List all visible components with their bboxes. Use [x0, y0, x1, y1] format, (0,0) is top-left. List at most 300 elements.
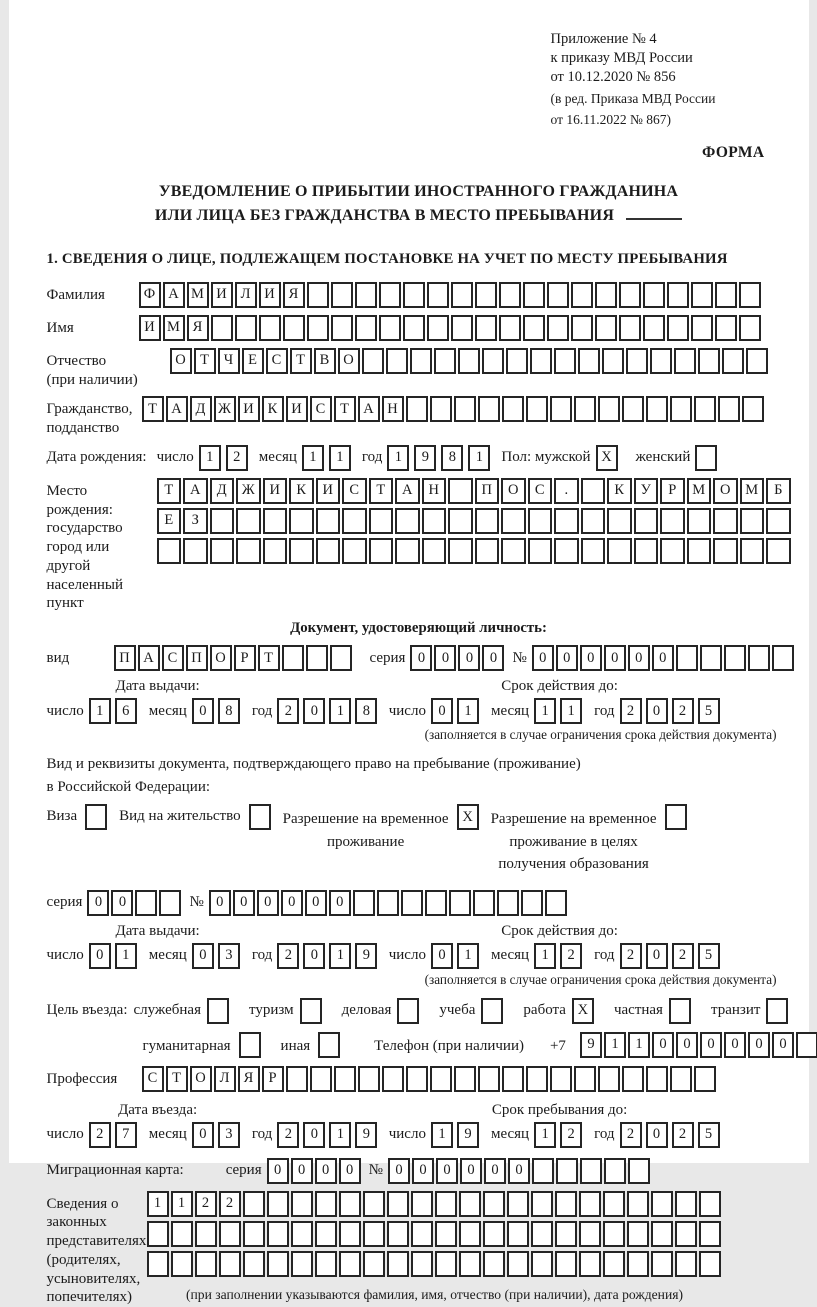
char-box-empty[interactable]	[713, 508, 738, 534]
char-box-empty[interactable]	[219, 1221, 241, 1247]
char-box-empty[interactable]	[501, 538, 526, 564]
char-box-empty[interactable]	[315, 1191, 337, 1217]
char-box-empty[interactable]	[382, 1066, 404, 1092]
char-box-empty[interactable]	[627, 1221, 649, 1247]
char-box[interactable]: Т	[194, 348, 216, 374]
char-box[interactable]: 0	[291, 1158, 313, 1184]
char-box[interactable]: А	[166, 396, 188, 422]
char-box[interactable]: 1	[468, 445, 490, 471]
char-box[interactable]: П	[475, 478, 500, 504]
char-box[interactable]: X	[457, 804, 479, 830]
char-box[interactable]: 1	[171, 1191, 193, 1217]
char-box-empty[interactable]	[627, 1191, 649, 1217]
char-box-empty[interactable]	[353, 890, 375, 916]
char-box[interactable]: И	[211, 282, 233, 308]
char-box[interactable]: И	[238, 396, 260, 422]
char-box[interactable]: К	[289, 478, 314, 504]
char-box[interactable]: .	[554, 478, 579, 504]
char-box[interactable]: Я	[238, 1066, 260, 1092]
char-box-empty[interactable]	[458, 348, 480, 374]
char-box-empty[interactable]	[283, 315, 305, 341]
char-box[interactable]: С	[528, 478, 553, 504]
char-box[interactable]: 2	[277, 943, 299, 969]
char-box-empty[interactable]	[499, 282, 521, 308]
char-box-empty[interactable]	[766, 998, 788, 1024]
char-box-empty[interactable]	[556, 1158, 578, 1184]
char-box-empty[interactable]	[147, 1221, 169, 1247]
char-box-empty[interactable]	[219, 1251, 241, 1277]
char-box-empty[interactable]	[579, 1191, 601, 1217]
char-box-empty[interactable]	[157, 538, 182, 564]
char-box-empty[interactable]	[595, 315, 617, 341]
char-box[interactable]: 0	[339, 1158, 361, 1184]
char-box-empty[interactable]	[634, 538, 659, 564]
char-box[interactable]: А	[358, 396, 380, 422]
char-box[interactable]: С	[142, 1066, 164, 1092]
char-box-empty[interactable]	[531, 1221, 553, 1247]
char-box-empty[interactable]	[523, 282, 545, 308]
char-box-empty[interactable]	[687, 508, 712, 534]
char-box[interactable]: 0	[209, 890, 231, 916]
char-box-empty[interactable]	[454, 1066, 476, 1092]
char-box-empty[interactable]	[318, 1032, 340, 1058]
char-box[interactable]: М	[187, 282, 209, 308]
char-box[interactable]: 1	[147, 1191, 169, 1217]
char-box[interactable]: 0	[431, 698, 453, 724]
char-box-empty[interactable]	[675, 1221, 697, 1247]
char-box-empty[interactable]	[435, 1191, 457, 1217]
char-box-empty[interactable]	[316, 508, 341, 534]
char-box-empty[interactable]	[598, 396, 620, 422]
char-box-empty[interactable]	[619, 315, 641, 341]
char-box[interactable]: М	[163, 315, 185, 341]
char-box-empty[interactable]	[742, 396, 764, 422]
char-box-empty[interactable]	[698, 348, 720, 374]
char-box-empty[interactable]	[739, 282, 761, 308]
char-box[interactable]: Т	[157, 478, 182, 504]
char-box-empty[interactable]	[700, 645, 722, 671]
char-box-empty[interactable]	[581, 478, 606, 504]
char-box-empty[interactable]	[526, 396, 548, 422]
char-box-empty[interactable]	[475, 538, 500, 564]
char-box[interactable]: 0	[652, 645, 674, 671]
char-box-empty[interactable]	[531, 1191, 553, 1217]
char-box[interactable]: 2	[620, 1122, 642, 1148]
char-box-empty[interactable]	[210, 508, 235, 534]
char-box-empty[interactable]	[507, 1251, 529, 1277]
char-box-empty[interactable]	[263, 508, 288, 534]
char-box-empty[interactable]	[507, 1191, 529, 1217]
char-box[interactable]: 2	[277, 698, 299, 724]
char-box-empty[interactable]	[263, 538, 288, 564]
char-box-empty[interactable]	[555, 1221, 577, 1247]
char-box-empty[interactable]	[397, 998, 419, 1024]
char-box-empty[interactable]	[481, 998, 503, 1024]
char-box[interactable]: О	[713, 478, 738, 504]
char-box[interactable]: 2	[620, 943, 642, 969]
char-box-empty[interactable]	[403, 282, 425, 308]
char-box-empty[interactable]	[183, 538, 208, 564]
char-box-empty[interactable]	[499, 315, 521, 341]
char-box[interactable]: 0	[305, 890, 327, 916]
char-box[interactable]: Ф	[139, 282, 161, 308]
char-box-empty[interactable]	[674, 348, 696, 374]
char-box-empty[interactable]	[330, 645, 352, 671]
char-box-empty[interactable]	[307, 315, 329, 341]
char-box[interactable]: 0	[267, 1158, 289, 1184]
char-box[interactable]: 0	[89, 943, 111, 969]
char-box[interactable]: И	[263, 478, 288, 504]
char-box-empty[interactable]	[435, 1221, 457, 1247]
char-box-empty[interactable]	[724, 645, 746, 671]
char-box-empty[interactable]	[411, 1221, 433, 1247]
char-box[interactable]: 1	[534, 1122, 556, 1148]
char-box[interactable]: К	[262, 396, 284, 422]
char-box[interactable]: 1	[534, 943, 556, 969]
char-box-empty[interactable]	[379, 282, 401, 308]
char-box[interactable]: И	[316, 478, 341, 504]
char-box-empty[interactable]	[355, 315, 377, 341]
char-box-empty[interactable]	[483, 1191, 505, 1217]
char-box-empty[interactable]	[715, 315, 737, 341]
char-box-empty[interactable]	[643, 315, 665, 341]
char-box[interactable]: И	[259, 282, 281, 308]
char-box[interactable]: 0	[410, 645, 432, 671]
char-box-empty[interactable]	[651, 1191, 673, 1217]
char-box[interactable]: 2	[195, 1191, 217, 1217]
char-box-empty[interactable]	[211, 315, 233, 341]
char-box-empty[interactable]	[363, 1251, 385, 1277]
char-box[interactable]: 0	[580, 645, 602, 671]
char-box[interactable]: Ж	[236, 478, 261, 504]
char-box-empty[interactable]	[715, 282, 737, 308]
char-box[interactable]: У	[634, 478, 659, 504]
char-box-empty[interactable]	[507, 1221, 529, 1247]
char-box-empty[interactable]	[406, 396, 428, 422]
char-box[interactable]: 0	[724, 1032, 746, 1058]
char-box-empty[interactable]	[796, 1032, 817, 1058]
char-box[interactable]: 1	[457, 698, 479, 724]
char-box[interactable]: 0	[460, 1158, 482, 1184]
char-box-empty[interactable]	[766, 508, 791, 534]
char-box-empty[interactable]	[676, 645, 698, 671]
char-box-empty[interactable]	[555, 1251, 577, 1277]
char-box-empty[interactable]	[626, 348, 648, 374]
char-box-empty[interactable]	[554, 508, 579, 534]
char-box[interactable]: О	[170, 348, 192, 374]
char-box[interactable]: 0	[652, 1032, 674, 1058]
char-box[interactable]: 0	[281, 890, 303, 916]
char-box-empty[interactable]	[694, 396, 716, 422]
char-box[interactable]: 0	[233, 890, 255, 916]
char-box-empty[interactable]	[386, 348, 408, 374]
char-box-empty[interactable]	[748, 645, 770, 671]
char-box[interactable]: 1	[329, 1122, 351, 1148]
char-box-empty[interactable]	[651, 1251, 673, 1277]
char-box[interactable]: С	[162, 645, 184, 671]
char-box[interactable]: X	[572, 998, 594, 1024]
char-box-empty[interactable]	[259, 315, 281, 341]
char-box[interactable]: 0	[329, 890, 351, 916]
char-box[interactable]: 0	[772, 1032, 794, 1058]
char-box-empty[interactable]	[531, 1251, 553, 1277]
char-box[interactable]: 0	[434, 645, 456, 671]
char-box-empty[interactable]	[422, 508, 447, 534]
char-box-empty[interactable]	[660, 508, 685, 534]
char-box[interactable]: С	[310, 396, 332, 422]
char-box-empty[interactable]	[427, 315, 449, 341]
char-box-empty[interactable]	[670, 396, 692, 422]
char-box[interactable]: 3	[218, 943, 240, 969]
char-box-empty[interactable]	[422, 538, 447, 564]
char-box[interactable]: И	[139, 315, 161, 341]
char-box[interactable]: 2	[226, 445, 248, 471]
char-box-empty[interactable]	[289, 508, 314, 534]
char-box[interactable]: Т	[334, 396, 356, 422]
char-box[interactable]: Т	[258, 645, 280, 671]
char-box-empty[interactable]	[665, 804, 687, 830]
char-box-empty[interactable]	[483, 1251, 505, 1277]
char-box-empty[interactable]	[604, 1158, 626, 1184]
char-box[interactable]: 1	[560, 698, 582, 724]
char-box[interactable]: 0	[748, 1032, 770, 1058]
char-box[interactable]: 1	[431, 1122, 453, 1148]
char-box-empty[interactable]	[377, 890, 399, 916]
char-box-empty[interactable]	[291, 1221, 313, 1247]
char-box-empty[interactable]	[427, 282, 449, 308]
char-box[interactable]: 0	[431, 943, 453, 969]
char-box-empty[interactable]	[475, 508, 500, 534]
char-box[interactable]: X	[596, 445, 618, 471]
char-box[interactable]: 0	[646, 698, 668, 724]
char-box-empty[interactable]	[740, 508, 765, 534]
char-box[interactable]: 0	[192, 943, 214, 969]
char-box-empty[interactable]	[448, 478, 473, 504]
char-box-empty[interactable]	[451, 315, 473, 341]
char-box-empty[interactable]	[622, 396, 644, 422]
char-box[interactable]: 1	[534, 698, 556, 724]
char-box[interactable]: Я	[187, 315, 209, 341]
char-box[interactable]: В	[314, 348, 336, 374]
char-box-empty[interactable]	[574, 1066, 596, 1092]
char-box-empty[interactable]	[362, 348, 384, 374]
char-box-empty[interactable]	[501, 508, 526, 534]
char-box[interactable]: Н	[422, 478, 447, 504]
char-box-empty[interactable]	[425, 890, 447, 916]
char-box[interactable]: 0	[646, 1122, 668, 1148]
char-box[interactable]: 0	[482, 645, 504, 671]
char-box-empty[interactable]	[342, 508, 367, 534]
char-box[interactable]: 0	[257, 890, 279, 916]
char-box[interactable]: 0	[458, 645, 480, 671]
char-box[interactable]: 9	[414, 445, 436, 471]
char-box-empty[interactable]	[497, 890, 519, 916]
char-box-empty[interactable]	[267, 1221, 289, 1247]
char-box-empty[interactable]	[675, 1251, 697, 1277]
char-box[interactable]: 1	[329, 943, 351, 969]
char-box-empty[interactable]	[369, 508, 394, 534]
char-box[interactable]: 0	[303, 943, 325, 969]
char-box[interactable]: Т	[369, 478, 394, 504]
char-box-empty[interactable]	[554, 538, 579, 564]
char-box[interactable]: А	[163, 282, 185, 308]
char-box[interactable]: 2	[219, 1191, 241, 1217]
char-box-empty[interactable]	[406, 1066, 428, 1092]
char-box-empty[interactable]	[459, 1191, 481, 1217]
char-box-empty[interactable]	[607, 538, 632, 564]
char-box[interactable]: 1	[329, 445, 351, 471]
char-box-empty[interactable]	[358, 1066, 380, 1092]
char-box-empty[interactable]	[387, 1221, 409, 1247]
char-box[interactable]: 0	[532, 645, 554, 671]
char-box-empty[interactable]	[342, 538, 367, 564]
char-box-empty[interactable]	[526, 1066, 548, 1092]
char-box-empty[interactable]	[739, 315, 761, 341]
char-box-empty[interactable]	[722, 348, 744, 374]
char-box[interactable]: 0	[303, 1122, 325, 1148]
char-box-empty[interactable]	[448, 538, 473, 564]
char-box-empty[interactable]	[395, 538, 420, 564]
char-box-empty[interactable]	[581, 538, 606, 564]
char-box[interactable]: 2	[560, 1122, 582, 1148]
char-box[interactable]: О	[501, 478, 526, 504]
char-box-empty[interactable]	[579, 1251, 601, 1277]
char-box[interactable]: 1	[302, 445, 324, 471]
char-box[interactable]: О	[338, 348, 360, 374]
char-box[interactable]: 0	[628, 645, 650, 671]
char-box-empty[interactable]	[602, 348, 624, 374]
char-box-empty[interactable]	[403, 315, 425, 341]
char-box-empty[interactable]	[300, 998, 322, 1024]
char-box-empty[interactable]	[675, 1191, 697, 1217]
char-box-empty[interactable]	[307, 282, 329, 308]
char-box[interactable]: 6	[115, 698, 137, 724]
char-box-empty[interactable]	[581, 508, 606, 534]
char-box[interactable]: 5	[698, 943, 720, 969]
char-box-empty[interactable]	[478, 396, 500, 422]
char-box-empty[interactable]	[430, 1066, 452, 1092]
char-box[interactable]: 0	[192, 1122, 214, 1148]
char-box-empty[interactable]	[459, 1221, 481, 1247]
char-box[interactable]: А	[138, 645, 160, 671]
char-box-empty[interactable]	[243, 1191, 265, 1217]
char-box[interactable]: 0	[676, 1032, 698, 1058]
char-box-empty[interactable]	[550, 396, 572, 422]
char-box[interactable]: 5	[698, 698, 720, 724]
char-box[interactable]: О	[210, 645, 232, 671]
char-box-empty[interactable]	[528, 538, 553, 564]
char-box-empty[interactable]	[740, 538, 765, 564]
char-box[interactable]: 1	[89, 698, 111, 724]
char-box-empty[interactable]	[243, 1251, 265, 1277]
char-box-empty[interactable]	[699, 1191, 721, 1217]
char-box-empty[interactable]	[502, 396, 524, 422]
char-box-empty[interactable]	[306, 645, 328, 671]
char-box-empty[interactable]	[579, 1221, 601, 1247]
char-box-empty[interactable]	[334, 1066, 356, 1092]
char-box[interactable]: 0	[111, 890, 133, 916]
char-box-empty[interactable]	[459, 1251, 481, 1277]
char-box-empty[interactable]	[339, 1191, 361, 1217]
char-box[interactable]: А	[395, 478, 420, 504]
char-box[interactable]: А	[183, 478, 208, 504]
char-box-empty[interactable]	[580, 1158, 602, 1184]
char-box[interactable]: М	[740, 478, 765, 504]
char-box[interactable]: 0	[192, 698, 214, 724]
char-box[interactable]: 2	[560, 943, 582, 969]
char-box[interactable]: 8	[441, 445, 463, 471]
char-box[interactable]: 0	[508, 1158, 530, 1184]
char-box-empty[interactable]	[718, 396, 740, 422]
char-box[interactable]: 9	[580, 1032, 602, 1058]
char-box[interactable]: П	[114, 645, 136, 671]
char-box-empty[interactable]	[691, 282, 713, 308]
char-box-empty[interactable]	[454, 396, 476, 422]
char-box[interactable]: 0	[556, 645, 578, 671]
char-box[interactable]: 1	[329, 698, 351, 724]
char-box-empty[interactable]	[475, 315, 497, 341]
char-box-empty[interactable]	[670, 1066, 692, 1092]
char-box-empty[interactable]	[650, 348, 672, 374]
char-box[interactable]: 3	[218, 1122, 240, 1148]
char-box-empty[interactable]	[634, 508, 659, 534]
char-box-empty[interactable]	[331, 282, 353, 308]
char-box-empty[interactable]	[195, 1221, 217, 1247]
char-box-empty[interactable]	[239, 1032, 261, 1058]
char-box-empty[interactable]	[410, 348, 432, 374]
char-box-empty[interactable]	[574, 396, 596, 422]
char-box-empty[interactable]	[355, 282, 377, 308]
char-box-empty[interactable]	[571, 282, 593, 308]
char-box[interactable]: 2	[672, 943, 694, 969]
char-box-empty[interactable]	[282, 645, 304, 671]
char-box-empty[interactable]	[766, 538, 791, 564]
char-box-empty[interactable]	[395, 508, 420, 534]
char-box-empty[interactable]	[363, 1191, 385, 1217]
char-box[interactable]: Е	[242, 348, 264, 374]
char-box[interactable]: 1	[387, 445, 409, 471]
char-box[interactable]: 1	[115, 943, 137, 969]
char-box-empty[interactable]	[713, 538, 738, 564]
char-box[interactable]: Я	[283, 282, 305, 308]
char-box-empty[interactable]	[315, 1251, 337, 1277]
char-box[interactable]: 0	[303, 698, 325, 724]
char-box-empty[interactable]	[339, 1221, 361, 1247]
char-box-empty[interactable]	[687, 538, 712, 564]
char-box-empty[interactable]	[532, 1158, 554, 1184]
char-box-empty[interactable]	[291, 1191, 313, 1217]
char-box-empty[interactable]	[147, 1251, 169, 1277]
char-box[interactable]: 0	[388, 1158, 410, 1184]
char-box-empty[interactable]	[643, 282, 665, 308]
char-box-empty[interactable]	[571, 315, 593, 341]
char-box[interactable]: С	[342, 478, 367, 504]
char-box[interactable]: 2	[620, 698, 642, 724]
char-box-empty[interactable]	[695, 445, 717, 471]
char-box-empty[interactable]	[379, 315, 401, 341]
char-box[interactable]: 1	[457, 943, 479, 969]
char-box[interactable]: 9	[457, 1122, 479, 1148]
char-box-empty[interactable]	[550, 1066, 572, 1092]
char-box-empty[interactable]	[578, 348, 600, 374]
char-box[interactable]: 1	[604, 1032, 626, 1058]
char-box-empty[interactable]	[699, 1251, 721, 1277]
char-box-empty[interactable]	[506, 348, 528, 374]
char-box[interactable]: 2	[89, 1122, 111, 1148]
char-box[interactable]: 2	[277, 1122, 299, 1148]
char-box[interactable]: 8	[355, 698, 377, 724]
char-box-empty[interactable]	[502, 1066, 524, 1092]
